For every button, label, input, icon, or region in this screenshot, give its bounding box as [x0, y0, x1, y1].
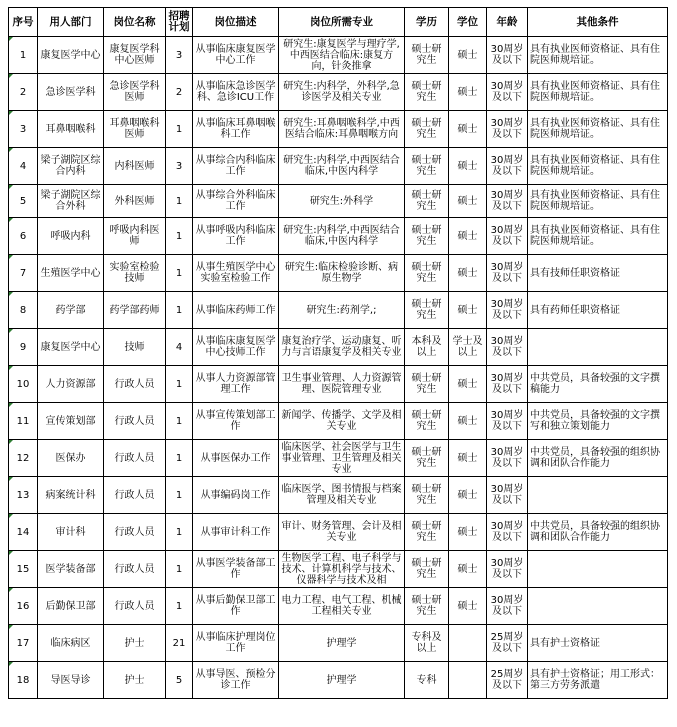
cell-degree: 硕士: [449, 366, 487, 403]
header-num: 招聘计划: [166, 8, 193, 37]
cell-major: 护理学: [279, 625, 405, 662]
cell-dept: 药学部: [38, 292, 104, 329]
cell-dept: 宣传策划部: [38, 403, 104, 440]
cell-other: 具有执业医师资格证、具有住院医师规培证。: [528, 148, 668, 185]
cell-idx: 4: [9, 148, 38, 185]
cell-idx: 13: [9, 477, 38, 514]
cell-degree: 硕士: [449, 403, 487, 440]
cell-age: 30周岁及以下: [487, 551, 528, 588]
cell-degree: 学士及以上: [449, 329, 487, 366]
cell-degree: 硕士: [449, 551, 487, 588]
cell-major: 临床医学、社会医学与卫生事业管理、卫生管理及相关专业: [279, 440, 405, 477]
cell-post: 技师: [104, 329, 166, 366]
cell-edu: 硕士研究生: [405, 292, 449, 329]
cell-degree: 硕士: [449, 477, 487, 514]
cell-major: 研究生:内科学,中西医结合临床,中医内科学: [279, 148, 405, 185]
table-row: [9, 74, 668, 111]
cell-idx: 7: [9, 255, 38, 292]
cell-other: [528, 477, 668, 514]
cell-desc: 从事呼吸内科临床工作: [193, 218, 279, 255]
cell-edu: 专科及以上: [405, 625, 449, 662]
cell-age: 30周岁及以下: [487, 292, 528, 329]
cell-edu: 硕士研究生: [405, 366, 449, 403]
cell-desc: 从事临床急诊医学科、急诊ICU工作: [193, 74, 279, 111]
cell-edu: 本科及以上: [405, 329, 449, 366]
cell-other: 具有护士资格证；用工形式：第三方劳务派遣: [528, 662, 668, 699]
cell-post: 药学部药师: [104, 292, 166, 329]
cell-post: 内科医师: [104, 148, 166, 185]
cell-idx: 3: [9, 111, 38, 148]
cell-degree: 硕士: [449, 148, 487, 185]
cell-major: 新闻学、传播学、文学及相关专业: [279, 403, 405, 440]
cell-major: 研究生:康复医学与理疗学,中西医结合临床:康复方向，针灸推拿: [279, 37, 405, 74]
cell-desc: 从事后勤保卫部工作: [193, 588, 279, 625]
cell-other: 具有执业医师资格证、具有住院医师规培证。: [528, 74, 668, 111]
cell-num: 1: [166, 551, 193, 588]
cell-dept: 后勤保卫部: [38, 588, 104, 625]
cell-other: 中共党员，具备较强的组织协调和团队合作能力: [528, 514, 668, 551]
cell-other: 具有护士资格证: [528, 625, 668, 662]
table-row: [9, 37, 668, 74]
cell-post: 护士: [104, 625, 166, 662]
cell-post: 耳鼻咽喉科医师: [104, 111, 166, 148]
cell-other: [528, 329, 668, 366]
cell-age: 30周岁及以下: [487, 218, 528, 255]
cell-degree: 硕士: [449, 185, 487, 218]
cell-post: 行政人员: [104, 477, 166, 514]
recruitment-table: [8, 7, 668, 699]
cell-edu: 硕士研究生: [405, 74, 449, 111]
cell-post: 外科医师: [104, 185, 166, 218]
cell-idx: 2: [9, 74, 38, 111]
cell-desc: 从事编码岗工作: [193, 477, 279, 514]
cell-num: 1: [166, 403, 193, 440]
cell-num: 1: [166, 366, 193, 403]
cell-dept: 审计科: [38, 514, 104, 551]
cell-other: 具有执业医师资格证、具有住院医师规培证。: [528, 111, 668, 148]
cell-desc: 从事宣传策划部工作: [193, 403, 279, 440]
header-other: 其他条件: [528, 8, 668, 37]
header-post: 岗位名称: [104, 8, 166, 37]
cell-desc: 从事临床康复医学中心技师工作: [193, 329, 279, 366]
cell-age: 30周岁及以下: [487, 477, 528, 514]
cell-dept: 生殖医学中心: [38, 255, 104, 292]
cell-num: 3: [166, 37, 193, 74]
cell-edu: 硕士研究生: [405, 440, 449, 477]
cell-edu: 硕士研究生: [405, 255, 449, 292]
header-age: 年龄: [487, 8, 528, 37]
cell-dept: 导医导诊: [38, 662, 104, 699]
cell-degree: 硕士: [449, 292, 487, 329]
cell-edu: 专科: [405, 662, 449, 699]
cell-post: 康复医学科中心医师: [104, 37, 166, 74]
cell-dept: 急诊医学科: [38, 74, 104, 111]
header-desc: 岗位描述: [193, 8, 279, 37]
cell-degree: 硕士: [449, 514, 487, 551]
cell-degree: [449, 625, 487, 662]
cell-idx: 18: [9, 662, 38, 699]
cell-edu: 硕士研究生: [405, 551, 449, 588]
table-row: [9, 662, 668, 699]
cell-desc: 从事生殖医学中心实验室检验工作: [193, 255, 279, 292]
cell-post: 行政人员: [104, 440, 166, 477]
cell-post: 行政人员: [104, 551, 166, 588]
cell-desc: 从事综合内科临床工作: [193, 148, 279, 185]
cell-desc: 从事临床药师工作: [193, 292, 279, 329]
cell-desc: 从事综合外科临床工作: [193, 185, 279, 218]
cell-num: 1: [166, 588, 193, 625]
cell-edu: 硕士研究生: [405, 477, 449, 514]
cell-dept: 梁子湖院区综合内科: [38, 148, 104, 185]
cell-idx: 15: [9, 551, 38, 588]
cell-idx: 1: [9, 37, 38, 74]
cell-age: 30周岁及以下: [487, 440, 528, 477]
cell-post: 呼吸内科医师: [104, 218, 166, 255]
cell-num: 1: [166, 255, 193, 292]
cell-major: 审计、财务管理、会计及相关专业: [279, 514, 405, 551]
cell-age: 30周岁及以下: [487, 588, 528, 625]
cell-dept: 康复医学中心: [38, 37, 104, 74]
cell-edu: 硕士研究生: [405, 148, 449, 185]
cell-degree: 硕士: [449, 218, 487, 255]
cell-dept: 呼吸内科: [38, 218, 104, 255]
cell-idx: 14: [9, 514, 38, 551]
cell-other: 具有执业医师资格证、具有住院医师规培证。: [528, 37, 668, 74]
cell-other: 中共党员，具备较强的文字撰写和独立策划能力: [528, 403, 668, 440]
cell-edu: 硕士研究生: [405, 514, 449, 551]
cell-dept: 耳鼻咽喉科: [38, 111, 104, 148]
cell-dept: 医保办: [38, 440, 104, 477]
cell-degree: 硕士: [449, 440, 487, 477]
header-degree: 学位: [449, 8, 487, 37]
cell-idx: 9: [9, 329, 38, 366]
cell-major: 卫生事业管理、人力资源管理、医院管理专业: [279, 366, 405, 403]
cell-age: 30周岁及以下: [487, 185, 528, 218]
cell-age: 25周岁及以下: [487, 662, 528, 699]
cell-num: 1: [166, 185, 193, 218]
table-row: [9, 477, 668, 514]
header-idx: 序号: [9, 8, 38, 37]
cell-num: 1: [166, 440, 193, 477]
cell-dept: 梁子湖院区综合外科: [38, 185, 104, 218]
table-row: [9, 625, 668, 662]
cell-age: 30周岁及以下: [487, 111, 528, 148]
cell-post: 行政人员: [104, 403, 166, 440]
table-row: [9, 588, 668, 625]
cell-other: [528, 588, 668, 625]
table-row: [9, 514, 668, 551]
header-edu: 学历: [405, 8, 449, 37]
cell-age: 30周岁及以下: [487, 74, 528, 111]
cell-num: 3: [166, 148, 193, 185]
cell-major: 护理学: [279, 662, 405, 699]
cell-desc: 从事医学装备部工作: [193, 551, 279, 588]
cell-post: 行政人员: [104, 514, 166, 551]
cell-post: 实验室检验技师: [104, 255, 166, 292]
cell-other: [528, 551, 668, 588]
cell-other: 中共党员，具备较强的文字撰稿能力: [528, 366, 668, 403]
table-row: [9, 148, 668, 185]
cell-major: 研究生:耳鼻咽喉科学,中西医结合临床:耳鼻咽喉方向: [279, 111, 405, 148]
cell-other: 中共党员，具备较强的组织协调和团队合作能力: [528, 440, 668, 477]
cell-degree: 硕士: [449, 255, 487, 292]
cell-major: 康复治疗学、运动康复、听力与言语康复学及相关专业: [279, 329, 405, 366]
cell-num: 1: [166, 111, 193, 148]
cell-num: 2: [166, 74, 193, 111]
table-row: [9, 551, 668, 588]
cell-degree: 硕士: [449, 111, 487, 148]
cell-other: 具有药师任职资格证: [528, 292, 668, 329]
cell-edu: 硕士研究生: [405, 403, 449, 440]
cell-idx: 16: [9, 588, 38, 625]
cell-age: 30周岁及以下: [487, 37, 528, 74]
cell-age: 25周岁及以下: [487, 625, 528, 662]
cell-major: 研究生:内科学,中西医结合临床,中医内科学: [279, 218, 405, 255]
header-major: 岗位所需专业: [279, 8, 405, 37]
cell-degree: [449, 662, 487, 699]
cell-num: 4: [166, 329, 193, 366]
cell-dept: 人力资源部: [38, 366, 104, 403]
cell-num: 1: [166, 218, 193, 255]
cell-age: 30周岁及以下: [487, 514, 528, 551]
table-row: [9, 255, 668, 292]
cell-desc: 从事医保办工作: [193, 440, 279, 477]
cell-desc: 从事审计科工作: [193, 514, 279, 551]
header-row: [9, 8, 668, 37]
cell-dept: 临床病区: [38, 625, 104, 662]
cell-major: 电力工程、电气工程、机械工程相关专业: [279, 588, 405, 625]
table-row: [9, 111, 668, 148]
cell-idx: 8: [9, 292, 38, 329]
cell-desc: 从事人力资源部管理工作: [193, 366, 279, 403]
cell-post: 急诊医学科医师: [104, 74, 166, 111]
cell-age: 30周岁及以下: [487, 403, 528, 440]
cell-age: 30周岁及以下: [487, 148, 528, 185]
cell-degree: 硕士: [449, 588, 487, 625]
cell-major: 临床医学、图书情报与档案管理及相关专业: [279, 477, 405, 514]
cell-age: 30周岁及以下: [487, 366, 528, 403]
cell-post: 行政人员: [104, 588, 166, 625]
table-row: [9, 440, 668, 477]
cell-dept: 医学装备部: [38, 551, 104, 588]
cell-dept: 康复医学中心: [38, 329, 104, 366]
cell-dept: 病案统计科: [38, 477, 104, 514]
cell-desc: 从事导医、预检分诊工作: [193, 662, 279, 699]
cell-post: 护士: [104, 662, 166, 699]
cell-major: 研究生:临床检验诊断、病原生物学: [279, 255, 405, 292]
table-row: [9, 329, 668, 366]
cell-degree: 硕士: [449, 74, 487, 111]
cell-age: 30周岁及以下: [487, 329, 528, 366]
cell-other: 具有执业医师资格证、具有住院医师规培证。: [528, 185, 668, 218]
cell-idx: 6: [9, 218, 38, 255]
table-row: [9, 185, 668, 218]
cell-other: 具有执业医师资格证、具有住院医师规培证。: [528, 218, 668, 255]
cell-edu: 硕士研究生: [405, 37, 449, 74]
cell-edu: 硕士研究生: [405, 111, 449, 148]
cell-major: 研究生:药剂学,;: [279, 292, 405, 329]
cell-num: 5: [166, 662, 193, 699]
table-row: [9, 218, 668, 255]
cell-num: 21: [166, 625, 193, 662]
cell-idx: 11: [9, 403, 38, 440]
cell-idx: 10: [9, 366, 38, 403]
cell-num: 1: [166, 477, 193, 514]
cell-desc: 从事临床康复医学中心工作: [193, 37, 279, 74]
cell-edu: 硕士研究生: [405, 185, 449, 218]
cell-major: 研究生:外科学: [279, 185, 405, 218]
table-row: [9, 292, 668, 329]
cell-idx: 5: [9, 185, 38, 218]
cell-idx: 17: [9, 625, 38, 662]
cell-num: 1: [166, 514, 193, 551]
cell-major: 研究生:内科学，外科学,急诊医学及相关专业: [279, 74, 405, 111]
cell-other: 具有技师任职资格证: [528, 255, 668, 292]
cell-desc: 从事临床耳鼻咽喉科工作: [193, 111, 279, 148]
table-row: [9, 403, 668, 440]
cell-post: 行政人员: [104, 366, 166, 403]
cell-num: 1: [166, 292, 193, 329]
cell-edu: 硕士研究生: [405, 218, 449, 255]
cell-degree: 硕士: [449, 37, 487, 74]
cell-major: 生物医学工程、电子科学与技术、计算机科学与技术、仪器科学与技术及相: [279, 551, 405, 588]
cell-age: 30周岁及以下: [487, 255, 528, 292]
cell-idx: 12: [9, 440, 38, 477]
table-row: [9, 366, 668, 403]
header-dept: 用人部门: [38, 8, 104, 37]
cell-desc: 从事临床护理岗位工作: [193, 625, 279, 662]
cell-edu: 硕士研究生: [405, 588, 449, 625]
